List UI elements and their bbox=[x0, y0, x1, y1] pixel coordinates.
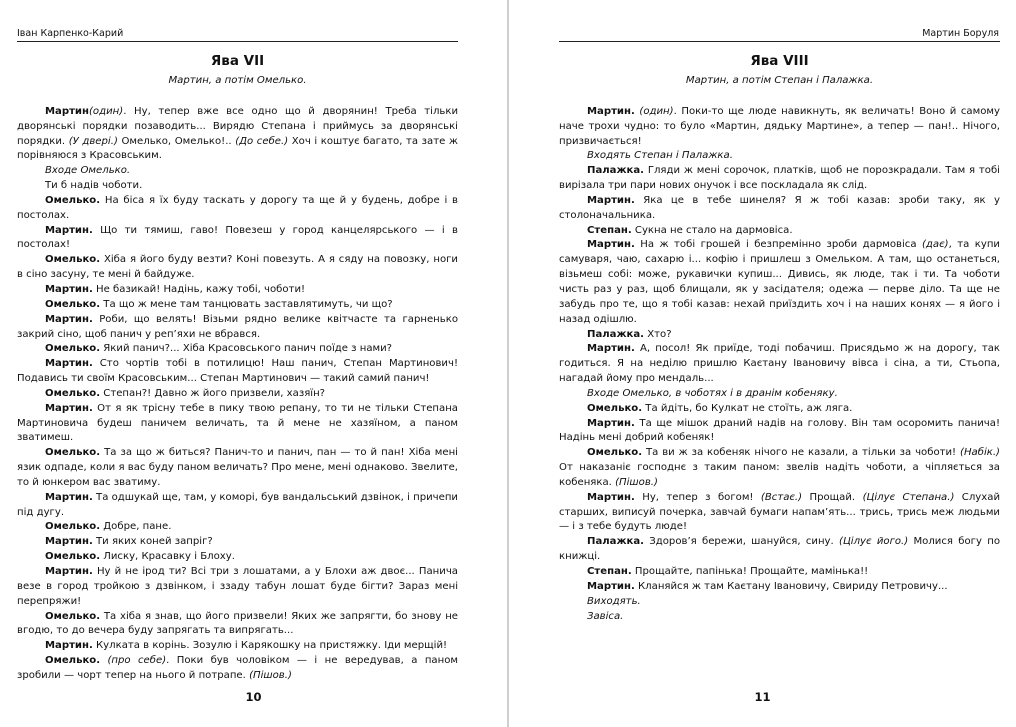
line-text: . Поки-то ще люде навикнуть, як величать! Воно й самому наче трохи чудно: то було «Мартин, дядьку Мартине», а тепер — пан!.. Нічого, призвичається! bbox=[559, 105, 1000, 147]
dialogue-line bbox=[17, 283, 458, 298]
line-text: Здоров’я бережи, шануйся, сину. bbox=[644, 536, 840, 548]
line-text: На ж тобі грошей і безпремінно зроби дармовіса bbox=[634, 239, 922, 251]
dialogue-line bbox=[559, 105, 1000, 150]
stage-remark: (Набік.) bbox=[960, 447, 1000, 459]
stage-remark: (Пішов.) bbox=[615, 476, 658, 488]
speaker-name: Палажка. bbox=[587, 165, 645, 177]
dialogue-line bbox=[17, 654, 458, 684]
stage-remark: (Встає.) bbox=[760, 491, 803, 503]
right-page bbox=[509, 0, 1016, 727]
scene-title: Ява VII bbox=[210, 53, 265, 69]
line-text: Та ще мішок драний надів на голову. Він там осоромить панича! Надінь мені добрий кобеняк! bbox=[559, 417, 1000, 444]
speaker-name: Мартин. bbox=[587, 417, 635, 429]
line-text: Ну й не ірод ти? Всі три з лошатами, а у Блохи аж двоє... Панича везе в город тройкою з дзвінком, і ззаду табун лошат буде бігти? Зараз мені перепряжи! bbox=[17, 566, 458, 607]
dialogue-line bbox=[17, 535, 458, 550]
stage-remark: (Цілує Степана.) bbox=[862, 491, 955, 503]
header-rule bbox=[17, 41, 458, 42]
stage-remark: Завіса. bbox=[587, 610, 624, 622]
line-text: . Поки був чоловіком — і не вередував, а паном зробили — чорт тепер на нього й потрапе. bbox=[17, 655, 458, 681]
line-text: Добре, пане. bbox=[100, 521, 172, 533]
dialogue-line bbox=[17, 357, 458, 387]
line-text: Ну, тепер з богом! bbox=[634, 491, 761, 503]
speaker-name: Омелько. bbox=[45, 521, 101, 533]
dialogue-line bbox=[17, 194, 458, 224]
speaker-name: Омелько. bbox=[587, 402, 643, 414]
dialogue-line bbox=[559, 224, 1000, 239]
dialogue-line bbox=[559, 402, 1000, 417]
line-text: , та купи самуваря, чаю, сахарю і... кофію і пришлеш з Омельком. А там, що останеться, візьмеш собі: може, рукавички купиш... Дивись, як люде, так і ти. Та чоботи чисть раз у раз, щоб блищали, як у засідателя; одежа — перве діло. Та ще не забудь про те, що я тобі казав: нехай приїздить хоч і на наших конях — я його і назад одішлю. bbox=[559, 239, 1000, 325]
speaker-name: Мартин. bbox=[45, 491, 93, 503]
stage-direction bbox=[45, 164, 458, 179]
line-text: Омелько, Омелько!.. bbox=[117, 135, 236, 147]
stage-direction bbox=[587, 387, 1000, 402]
dialogue-line bbox=[17, 446, 458, 491]
stage-remark: (У двері.) bbox=[68, 135, 118, 147]
speaker-name: Степан. bbox=[587, 566, 632, 577]
speaker-name: Омелько. bbox=[45, 447, 101, 459]
speaker-name: Мартин. bbox=[45, 566, 93, 577]
stage-remark: (дає) bbox=[921, 239, 949, 251]
stage-remark: (один) bbox=[639, 105, 674, 117]
speaker-name: Мартин. bbox=[587, 580, 635, 592]
line-text: От я як трісну тебе в пику твою репану, то ти не тільки Степана Мартиновича будеш паничем величать, та й мене не хазяїном, а паном зватимеш. bbox=[17, 402, 458, 444]
line-text: Лиску, Красавку і Блоху. bbox=[100, 551, 235, 563]
line-text: Та що ж мене там танцювать заставлятимуть, чи що? bbox=[100, 298, 393, 310]
page-content bbox=[559, 52, 1000, 624]
speaker-name: Омелько. bbox=[45, 387, 101, 399]
dialogue-line bbox=[559, 238, 1000, 327]
dialogue bbox=[17, 105, 458, 684]
stage-direction bbox=[587, 595, 1000, 610]
scene-subtitle: Мартин, а потім Степан і Палажка. bbox=[685, 75, 874, 86]
dialogue-line bbox=[17, 491, 458, 521]
scene-subtitle: Мартин, а потім Омелько. bbox=[168, 75, 307, 86]
speaker-name: Мартин. bbox=[45, 283, 93, 295]
speaker-name: Мартин. bbox=[587, 491, 635, 503]
dialogue-line bbox=[17, 342, 458, 357]
stage-remark: Входять Степан і Палажка. bbox=[587, 150, 733, 162]
line-text: Та йдіть, бо Кулкат не стоїть, аж ляга. bbox=[642, 402, 853, 414]
dialogue-line bbox=[17, 610, 458, 640]
dialogue-line bbox=[559, 491, 1000, 536]
line-text: Гляди ж мені сорочок, платків, щоб не порозкрадали. Там я тобі вирізала три пари нових онучок і все поскладала як слід. bbox=[559, 165, 1000, 192]
dialogue-line bbox=[559, 328, 1000, 343]
line-text: Ти б надів чоботи. bbox=[45, 180, 143, 192]
speaker-name: Мартин. bbox=[45, 402, 93, 414]
page-content bbox=[17, 52, 458, 684]
line-text: А, посол! Як приїде, тоді побачиш. Присядьмо ж на дорогу, так годиться. Я на неділю пришлю Каєтану Івановичу вівса і сіна, а ти, Стьопа, нагадай йому про мендаль... bbox=[559, 343, 1000, 385]
dialogue-line bbox=[17, 253, 458, 283]
speaker-name: Мартин. bbox=[587, 194, 635, 206]
dialogue bbox=[559, 105, 1000, 625]
dialogue-line bbox=[17, 313, 458, 343]
line-text: Кланяйся ж там Каєтану Івановичу, Свириду Петровичу... bbox=[634, 580, 948, 592]
speaker-name: Омелько. bbox=[45, 298, 101, 310]
speaker-name: Омелько. bbox=[45, 655, 101, 667]
scene-title: Ява VIII bbox=[750, 53, 809, 69]
line-text: Кулката в корінь. Зозулю і Карякошку на пристяжку. Іди мерщій! bbox=[92, 640, 448, 652]
stage-remark: (До себе.) bbox=[235, 135, 289, 147]
speaker-name: Мартин. bbox=[45, 640, 93, 652]
stage-direction bbox=[587, 149, 1000, 164]
speaker-name: Мартин. bbox=[45, 358, 93, 370]
speaker-name: Омелько. bbox=[45, 610, 101, 622]
dialogue-line bbox=[559, 417, 1000, 447]
line-text: Прощай. bbox=[802, 491, 863, 503]
line-text: . Ну, тепер вже все одно що й дворянин! Треба тільки дворянські порядки позаводить... Вирядю Степана і приймусь за дворянські порядки. bbox=[17, 105, 458, 147]
line-text: Сто чортів тобі в потилицю! Наш панич, Степан Мартинович! Подавись ти своїм Красовським... Степан Мартинович — такий самий панич! bbox=[17, 358, 458, 385]
speaker-name: Мартин. bbox=[587, 239, 635, 251]
dialogue-line bbox=[17, 639, 458, 654]
line-text: Не базикай! Надінь, кажу тобі, чоботи! bbox=[92, 283, 306, 295]
stage-remark: Входе Омелько. bbox=[45, 165, 131, 177]
line-text: Яка це в тебе шинеля? Я ж тобі казав: зроби таку, як у столоначальника. bbox=[559, 194, 1000, 221]
dialogue-line bbox=[17, 224, 458, 254]
dialogue-line bbox=[17, 565, 458, 610]
stage-remark: (один) bbox=[88, 105, 124, 117]
line-text: Степан?! Давно ж його призвели, хазяїн? bbox=[100, 387, 326, 399]
line-text: Слухай старших, виписуй почерка, завчай бумаги напам’ять... трись, трись меж людьми — і з тебе будуть люде! bbox=[559, 491, 1001, 533]
dialogue-line bbox=[559, 342, 1000, 387]
dialogue-line bbox=[17, 402, 458, 447]
page-number: 11 bbox=[754, 690, 771, 704]
speaker-name: Мартин bbox=[45, 105, 89, 117]
stage-remark: (Пішов.) bbox=[249, 669, 292, 681]
line-text: Молися богу по книжці. bbox=[559, 536, 1000, 563]
header-rule bbox=[559, 41, 1000, 42]
line-text: Хоч і коштує багато, та зате ж порівняюся з Красовським. bbox=[17, 135, 459, 162]
dialogue-line bbox=[17, 520, 458, 535]
line-text: Хто? bbox=[644, 328, 672, 340]
page-number: 10 bbox=[245, 690, 262, 704]
dialogue-line bbox=[17, 550, 458, 565]
speaker-name: Мартин. bbox=[45, 536, 93, 548]
speaker-name: Палажка. bbox=[587, 328, 645, 340]
speaker-name: Омелько. bbox=[45, 194, 101, 206]
line-text: Та хіба я знав, що його призвели! Яких же запрягти, бо знову не вгодю, то до вечера буду запрягать та випрягать... bbox=[17, 610, 458, 637]
line-text: Ти яких коней запріг? bbox=[92, 536, 213, 548]
line-text: На біса я їх буду таскать у дорогу та ще й у будень, добре і в постолах. bbox=[17, 194, 458, 221]
line-text: Хіба я його буду везти? Коні повезуть. А я сяду на повозку, ноги в сіно засуну, те мені й байдуже. bbox=[17, 254, 458, 281]
left-page bbox=[0, 0, 507, 727]
dialogue-line bbox=[559, 446, 1000, 491]
dialogue-line bbox=[559, 580, 1000, 595]
dialogue-line bbox=[559, 164, 1000, 194]
line-text: Що ти тямиш, гаво! Повезеш у город канцелярського — і в постолах! bbox=[17, 224, 458, 251]
speaker-name: Мартин. bbox=[45, 313, 93, 325]
stage-remark: Входе Омелько, в чоботях і в дранім кобеняку. bbox=[587, 387, 838, 399]
line-text: Прощайте, папінька! Прощайте, мамінька!! bbox=[631, 566, 869, 577]
dialogue-line bbox=[17, 298, 458, 313]
speaker-name: Омелько. bbox=[45, 254, 101, 266]
dialogue-line bbox=[559, 565, 1000, 580]
running-header-title: Мартин Боруля bbox=[922, 28, 999, 39]
speaker-name: Мартин. bbox=[587, 105, 635, 117]
line-text: От наказаніє господнє з таким паном: звелів надіть чоботи, а чіпляється за кобеняка. bbox=[559, 462, 1000, 488]
line-text: Сукна не стало на дармовіса. bbox=[631, 224, 793, 236]
line-text: Який панич?... Хіба Красовського панич поїде з нами? bbox=[100, 343, 393, 355]
speaker-name: Мартин. bbox=[587, 343, 635, 355]
running-header-author: Іван Карпенко-Карий bbox=[17, 28, 124, 39]
speaker-name: Степан. bbox=[587, 224, 632, 236]
dialogue-line bbox=[17, 387, 458, 402]
line-text: Роби, що велять! Візьми рядно велике квітчасте та гарненько закрий сіно, щоб панич у реп’яхи не вбрався. bbox=[17, 313, 458, 340]
speaker-name: Омелько. bbox=[45, 343, 101, 355]
stage-remark: (Цілує його.) bbox=[839, 536, 909, 548]
line-text: Та за що ж биться? Панич-то и панич, пан — то й пан! Хіба мені язик одпаде, коли я вас буду паном величать? Про мене, мені однаково. Звелите, то й юнкером вас зватиму. bbox=[17, 447, 458, 488]
dialogue-line bbox=[17, 179, 458, 194]
stage-direction bbox=[587, 610, 1000, 625]
speaker-name: Омелько. bbox=[587, 447, 643, 459]
speaker-name: Мартин. bbox=[45, 224, 93, 236]
dialogue-line bbox=[17, 105, 458, 164]
speaker-name: Омелько. bbox=[45, 551, 101, 563]
dialogue-line bbox=[559, 535, 1000, 565]
line-text: Та одшукай ще, там, у коморі, був вандальський дзвінок, і причепи під дугу. bbox=[17, 491, 458, 518]
dialogue-line bbox=[559, 194, 1000, 224]
stage-remark: Виходять. bbox=[587, 595, 641, 607]
stage-remark: (про себе) bbox=[107, 655, 167, 667]
line-text: Та ви ж за кобеняк нічого не казали, а тільки за чоботи! bbox=[642, 447, 960, 459]
speaker-name: Палажка. bbox=[587, 536, 645, 548]
